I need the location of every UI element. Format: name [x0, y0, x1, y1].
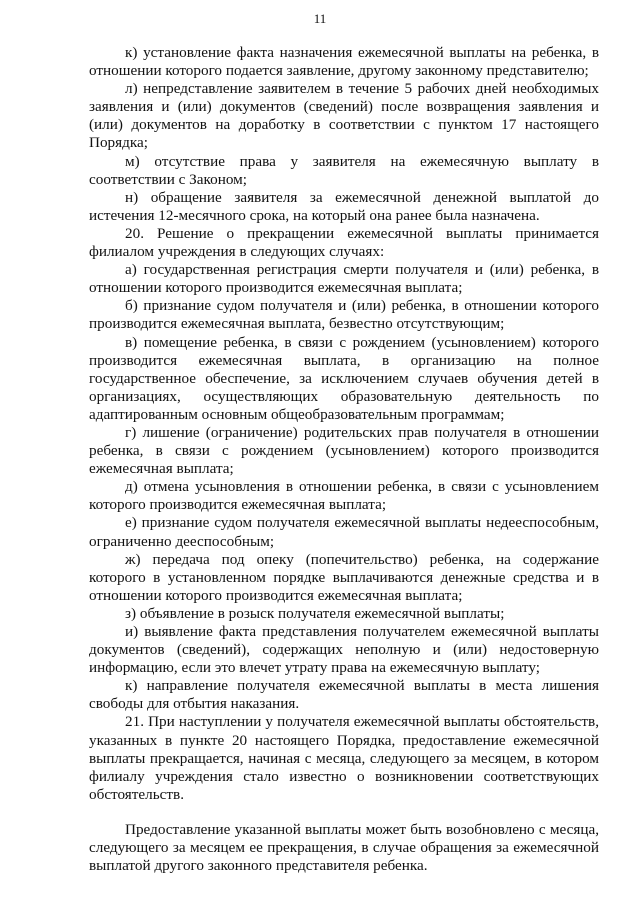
paragraph-item-b-missing: б) признание судом получателя и (или) ребенка, в отношении которого производится ежемесячная выплата, безвестно отсутствующим;	[89, 297, 599, 333]
page-number: 11	[313, 11, 327, 26]
paragraph-item-z-wanted: з) объявление в розыск получателя ежемесячной выплаты;	[125, 604, 505, 622]
paragraph-item-e-incapacity: е) признание судом получателя ежемесячной выплаты недееспособным, ограниченно дееспособным;	[89, 514, 599, 550]
paragraph-item-l-nonsubmission: л) непредставление заявителем в течение 5 рабочих дней необходимых заявления и (или) документов (сведений) после возвращения заявления и (или) документов на доработку в соответствии с пунктом 17 настоящего Порядка;	[89, 80, 599, 152]
paragraph-item-zh-guardianship: ж) передача под опеку (попечительство) ребенка, на содержание которого в установленном порядке выплачиваются денежные средства и в отношении которого производится ежемесячная выплата;	[89, 550, 599, 604]
paragraph-item-a-death: а) государственная регистрация смерти получателя и (или) ребенка, в отношении которого производится ежемесячная выплата;	[89, 261, 599, 297]
paragraph-item-k-establishment: к) установление факта назначения ежемесячной выплаты на ребенка, в отношении которого подается заявление, другому законному представителю;	[89, 44, 599, 80]
paragraph-item-v-placement: в) помещение ребенка, в связи с рождением (усыновлением) которого производится ежемесячная выплата, в организацию на полное государственное обеспечение, за исключением случаев обучения детей в организациях, осуществляющих образовательную деятельность по адаптированным основным общеобразовательным программам;	[89, 333, 599, 423]
paragraph-item-k-imprisonment: к) направление получателя ежемесячной выплаты в места лишения свободы для отбытия наказания.	[89, 677, 599, 713]
paragraph-item-n-early-request: н) обращение заявителя за ежемесячной денежной выплатой до истечения 12-месячного срока, на который она ранее была назначена.	[89, 188, 599, 224]
paragraph-item-i-false-info: и) выявление факта представления получателем ежемесячной выплаты документов (сведений), содержащих неполную и (или) недостоверную информацию, если это влечет утрату права на ежемесячную выплату;	[89, 623, 599, 677]
paragraph-item-m-no-right: м) отсутствие права у заявителя на ежемесячную выплату в соответствии с Законом;	[89, 152, 599, 188]
paragraph-clause-21: 21. При наступлении у получателя ежемесячной выплаты обстоятельств, указанных в пункте 20 настоящего Порядка, предоставление ежемесячной выплаты прекращается, начиная с месяца, следующего за месяцем, в котором филиалу учреждения стало известно о возникновении соответствующих обстоятельств.	[89, 713, 599, 803]
paragraph-clause-20: 20. Решение о прекращении ежемесячной выплаты принимается филиалом учреждения в следующих случаях:	[89, 224, 599, 261]
paragraph-resumption: Предоставление указанной выплаты может быть возобновлено с месяца, следующего за месяцем ее прекращения, в случае обращения за ежемесячной выплатой другого законного представителя ребенка.	[89, 820, 599, 875]
paragraph-item-g-parental-rights: г) лишение (ограничение) родительских прав получателя в отношении ребенка, в связи с рождением (усыновлением) которого производится ежемесячная выплата;	[89, 423, 599, 478]
document-body	[89, 44, 599, 875]
paragraph-item-d-adoption-cancel: д) отмена усыновления в отношении ребенка, в связи с усыновлением которого производится ежемесячная выплата;	[89, 478, 599, 514]
